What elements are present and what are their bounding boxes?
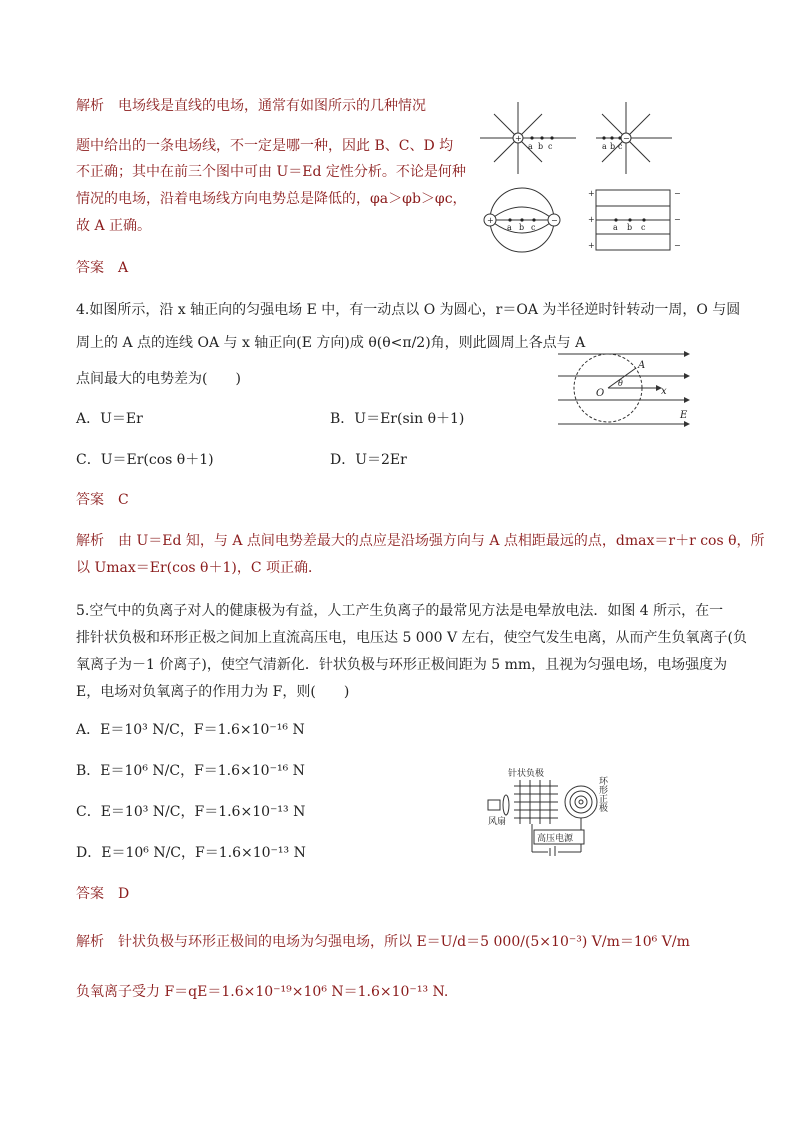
svg-text:A: A <box>638 360 646 371</box>
q5-option-d: D．E＝10⁶ N/C，F＝1.6×10⁻¹³ N <box>76 845 306 861</box>
svg-text:a: a <box>528 142 533 151</box>
svg-text:针状负极: 针状负极 <box>508 769 545 779</box>
svg-text:c: c <box>618 142 623 151</box>
svg-text:+: + <box>588 189 595 198</box>
svg-text:+: + <box>487 216 494 225</box>
q5-explanation-line-1: 解析 针状负极与环形正极间的电场为匀强电场，所以 E＝U/d＝5 000/(5×10⁻³) V/m＝10⁶ V/m <box>76 934 690 950</box>
svg-text:E: E <box>680 410 688 421</box>
q4-explanation-line-2: 以 Umax＝Er(cos θ＋1)，C 项正确． <box>76 560 323 576</box>
svg-text:+: + <box>588 215 595 224</box>
svg-text:−: − <box>551 216 558 225</box>
svg-text:+: + <box>588 241 595 250</box>
svg-text:a: a <box>613 223 618 232</box>
svg-text:−: − <box>674 241 681 250</box>
svg-text:x: x <box>661 386 667 397</box>
svg-text:环形正极: 环形正极 <box>597 776 607 812</box>
q5-stem-line-4: E，电场对负氧离子的作用力为 F，则( ) <box>76 684 350 700</box>
svg-text:a: a <box>507 223 512 232</box>
s1-explanation-line-5: 故 A 正确。 <box>76 218 152 234</box>
svg-text:O: O <box>596 388 605 399</box>
s1-explanation-line-3: 不正确；其中在前三个图中可由 U＝Ed 定性分析。不论是何种 <box>76 164 466 180</box>
s1-explanation-line-1: 解析 电场线是直线的电场，通常有如图所示的几种情况 <box>76 98 426 114</box>
svg-text:b: b <box>519 223 525 232</box>
svg-text:−: − <box>674 189 681 198</box>
uniform-field-circle-figure <box>556 348 690 430</box>
q5-stem-line-3: 氧离子为－1 价离子)，使空气清新化．针状负极与环形正极间距为 5 mm，且视为匀强电场，电场强度为 <box>76 657 728 673</box>
q5-answer: 答案 D <box>76 886 130 902</box>
svg-text:c: c <box>531 223 536 232</box>
svg-text:−: − <box>623 134 630 143</box>
svg-text:b: b <box>627 223 633 232</box>
s1-explanation-line-2: 题中给出的一条电场线，不一定是哪一种，因此 B、C、D 均 <box>76 138 454 154</box>
q4-option-b: B．U＝Er(sin θ＋1) <box>330 411 465 427</box>
q5-option-a: A．E＝10³ N/C，F＝1.6×10⁻¹⁶ N <box>76 722 305 738</box>
svg-text:风扇: 风扇 <box>488 817 507 827</box>
svg-text:c: c <box>548 142 553 151</box>
ionizer-figure <box>486 766 620 856</box>
field-line-figure <box>476 98 688 256</box>
q4-option-a: A．U＝Er <box>76 411 143 427</box>
q4-answer: 答案 C <box>76 492 129 508</box>
q4-option-c: C．U＝Er(cos θ＋1) <box>76 452 214 468</box>
q4-stem-line-1: 4.如图所示，沿 x 轴正向的匀强电场 E 中，有一动点以 O 为圆心，r＝OA 为半径逆时针转动一周，O 与圆 <box>76 302 741 318</box>
svg-text:b: b <box>610 142 616 151</box>
svg-text:a: a <box>602 142 607 151</box>
q5-option-c: C．E＝10³ N/C，F＝1.6×10⁻¹³ N <box>76 804 306 820</box>
s1-answer: 答案 A <box>76 260 129 276</box>
q4-stem-line-2: 周上的 A 点的连线 OA 与 x 轴正向(E 方向)成 θ(θ<π/2)角，则此圆周上各点与 A <box>76 335 586 351</box>
q5-stem-line-2: 排针状负极和环形正极之间加上直流高压电，电压达 5 000 V 左右，使空气发生电离，从而产生负氧离子(负 <box>76 630 747 646</box>
svg-text:+: + <box>515 134 522 143</box>
s1-explanation-line-4: 情况的电场，沿着电场线方向电势总是降低的，φa＞φb＞φc， <box>76 191 467 207</box>
q5-option-b: B．E＝10⁶ N/C，F＝1.6×10⁻¹⁶ N <box>76 763 305 779</box>
q5-stem-line-1: 5.空气中的负离子对人的健康极为有益，人工产生负离子的最常见方法是电晕放电法．如图 4 所示，在一 <box>76 603 724 619</box>
svg-text:b: b <box>538 142 544 151</box>
svg-text:高压电源: 高压电源 <box>537 834 574 844</box>
q4-option-d: D．U＝2Er <box>330 452 407 468</box>
q5-explanation-line-2: 负氧离子受力 F＝qE＝1.6×10⁻¹⁹×10⁶ N＝1.6×10⁻¹³ N. <box>76 984 449 1000</box>
q4-stem-line-3: 点间最大的电势差为( ) <box>76 371 241 387</box>
q4-explanation-line-1: 解析 由 U＝Ed 知，与 A 点间电势差最大的点应是沿场强方向与 A 点相距最远的点，dmax＝r＋r cos θ，所 <box>76 533 765 549</box>
svg-text:θ: θ <box>618 379 623 388</box>
svg-text:c: c <box>641 223 646 232</box>
svg-text:−: − <box>674 215 681 224</box>
